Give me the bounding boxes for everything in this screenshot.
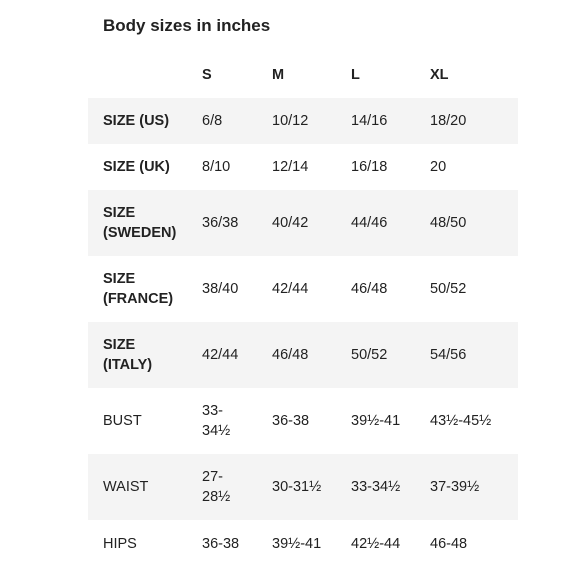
table-row-size-uk xyxy=(88,144,518,190)
row-label-line: (FRANCE) xyxy=(103,291,174,307)
row-label xyxy=(103,98,193,144)
table-row-waist xyxy=(88,454,518,520)
cell-m: 30-31½ xyxy=(272,479,322,495)
row-label-line: SIZE xyxy=(103,205,136,221)
cell-l: 33-34½ xyxy=(351,479,401,495)
row-label-line: WAIST xyxy=(103,479,149,495)
cell-m: 12/14 xyxy=(272,159,309,175)
cell-l: 14/16 xyxy=(351,113,388,129)
cell-xl: 18/20 xyxy=(430,113,467,129)
cell-xl: 46-48 xyxy=(430,536,468,552)
row-label-line: BUST xyxy=(103,413,142,429)
row-label-line: SIZE (US) xyxy=(103,113,170,129)
cell-s xyxy=(202,388,264,454)
cell-xl: 48/50 xyxy=(430,215,467,231)
header-l: L xyxy=(351,67,360,83)
table-row-size-italy xyxy=(88,322,518,388)
header-xl: XL xyxy=(430,67,449,83)
cell-m: 46/48 xyxy=(272,347,309,363)
cell-s: 6/8 xyxy=(202,113,223,129)
row-label xyxy=(103,520,193,568)
cell-m: 40/42 xyxy=(272,215,309,231)
row-label-line: SIZE xyxy=(103,337,136,353)
cell-xl: 37-39½ xyxy=(430,479,480,495)
row-label-line: HIPS xyxy=(103,536,137,552)
row-label-line: SIZE (UK) xyxy=(103,159,170,175)
cell-m: 39½-41 xyxy=(272,536,322,552)
header-row xyxy=(88,60,518,90)
cell-l: 16/18 xyxy=(351,159,388,175)
row-label-line: (ITALY) xyxy=(103,357,153,373)
cell-l: 46/48 xyxy=(351,281,388,297)
cell-m: 36-38 xyxy=(272,413,310,429)
table-row-bust xyxy=(88,388,518,454)
cell-s: 36-38 xyxy=(202,536,240,552)
chart-title: Body sizes in inches xyxy=(103,16,271,35)
header-s: S xyxy=(202,67,212,83)
row-label xyxy=(103,388,193,454)
cell-m: 10/12 xyxy=(272,113,309,129)
cell-l: 42½-44 xyxy=(351,536,401,552)
table-row-size-france xyxy=(88,256,518,322)
cell-s: 36/38 xyxy=(202,215,239,231)
cell-l: 50/52 xyxy=(351,347,388,363)
row-label-line: (SWEDEN) xyxy=(103,225,177,241)
cell-line: 28½ xyxy=(202,489,231,505)
table-row-hips xyxy=(88,520,518,568)
cell-s: 42/44 xyxy=(202,347,239,363)
row-label xyxy=(103,454,193,520)
cell-line: 34½ xyxy=(202,423,231,439)
cell-m: 42/44 xyxy=(272,281,309,297)
cell-s xyxy=(202,454,264,520)
row-label xyxy=(103,190,193,256)
cell-line: 27- xyxy=(202,469,223,485)
cell-xl: 43½-45½ xyxy=(430,413,492,429)
cell-l: 44/46 xyxy=(351,215,388,231)
cell-l: 39½-41 xyxy=(351,413,401,429)
row-label xyxy=(103,256,193,322)
cell-s: 8/10 xyxy=(202,159,231,175)
cell-xl: 20 xyxy=(430,159,447,175)
row-label-line: SIZE xyxy=(103,271,136,287)
header-m: M xyxy=(272,67,285,83)
cell-s: 38/40 xyxy=(202,281,239,297)
cell-xl: 50/52 xyxy=(430,281,467,297)
cell-xl: 54/56 xyxy=(430,347,467,363)
table-row-size-sweden xyxy=(88,190,518,256)
row-label xyxy=(103,322,193,388)
row-label xyxy=(103,144,193,190)
table-row-size-us xyxy=(88,98,518,144)
cell-line: 33- xyxy=(202,403,223,419)
size-chart xyxy=(88,0,518,580)
